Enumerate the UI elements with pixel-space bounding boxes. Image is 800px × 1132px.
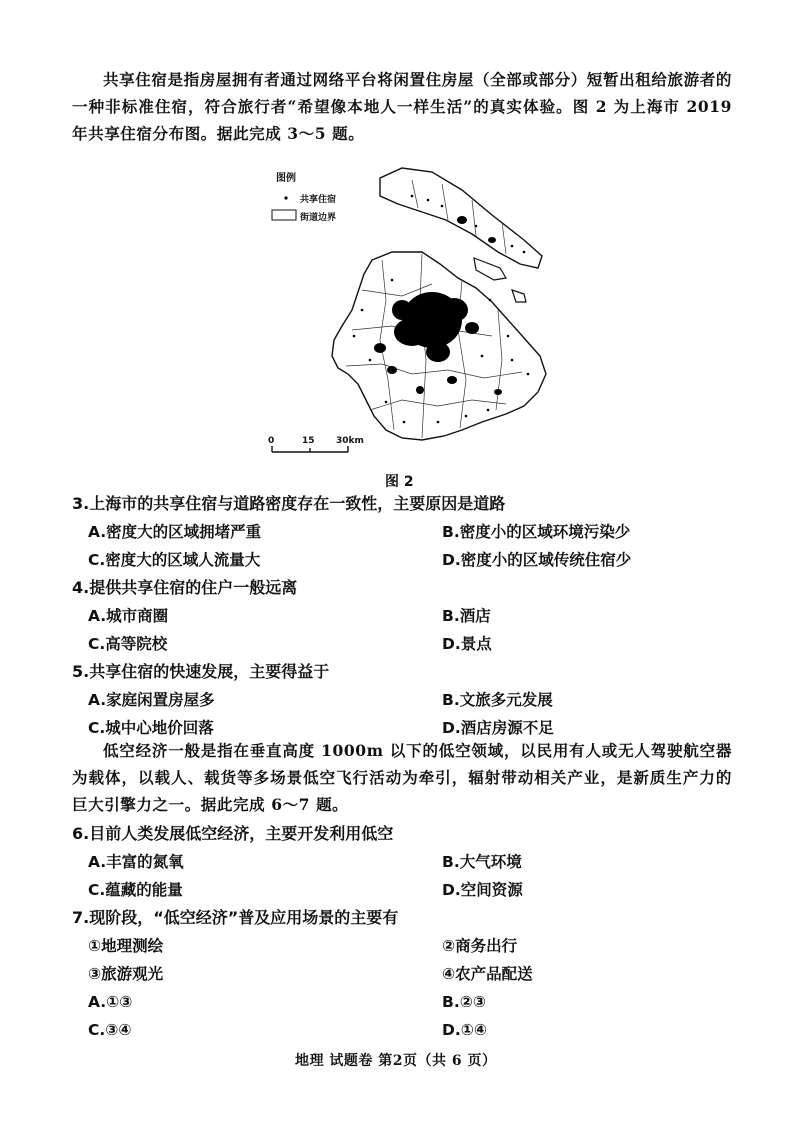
q6-option-c: C.蕴藏的能量 — [88, 881, 183, 899]
q7-option-a: A.①③ — [88, 993, 133, 1011]
small-island-2 — [512, 290, 526, 302]
scale-bar — [272, 446, 348, 452]
q6-option-d: D.空间资源 — [442, 881, 523, 899]
q7-option-c: C.③④ — [88, 1021, 132, 1039]
map-svg — [262, 160, 552, 460]
q3-option-c: C.密度大的区域人流量大 — [88, 551, 261, 569]
legend-title: 图例 — [276, 173, 296, 184]
question-3-stem: 3.上海市的共享住宿与道路密度存在一致性，主要原因是道路 — [72, 494, 506, 513]
q6-option-b: B.大气环境 — [442, 853, 522, 871]
q5-option-c: C.城中心地价回落 — [88, 719, 214, 737]
question-6-stem: 6.目前人类发展低空经济，主要开发利用低空 — [72, 824, 394, 843]
shanghai-shared-lodging-map — [262, 160, 552, 460]
q5-option-a: A.家庭闲置房屋多 — [88, 691, 215, 709]
legend-point-label: 共享住宿 — [300, 195, 337, 205]
q7-item-2: ②商务出行 — [442, 937, 518, 955]
q7-option-b: B.②③ — [442, 993, 486, 1011]
q4-option-b: B.酒店 — [442, 607, 491, 625]
scale-label-0: 0 — [268, 436, 275, 446]
q7-option-d: D.①④ — [442, 1021, 488, 1039]
legend-point-marker — [284, 196, 287, 199]
q3-option-d: D.密度小的区域传统住宿少 — [442, 551, 632, 569]
figure-caption: 图 2 — [385, 474, 414, 490]
q7-item-1: ①地理测绘 — [88, 937, 164, 955]
q4-option-c: C.高等院校 — [88, 635, 168, 653]
q6-option-a: A.丰富的氮氧 — [88, 853, 184, 871]
small-island-1 — [474, 258, 506, 280]
q4-option-d: D.景点 — [442, 635, 492, 653]
question-4-stem: 4.提供共享住宿的住户一般远离 — [72, 578, 298, 597]
page-footer: 地理 试题卷 第2页（共 6 页） — [295, 1053, 497, 1069]
scale-label-15: 15 — [302, 436, 315, 446]
scale-label-30km: 30km — [336, 436, 364, 446]
q5-option-d: D.酒店房源不足 — [442, 719, 554, 737]
q7-item-4: ④农产品配送 — [442, 965, 533, 983]
legend-boundary-label: 街道边界 — [300, 213, 337, 223]
legend-boundary-marker — [272, 210, 296, 220]
q7-item-3: ③旅游观光 — [88, 965, 164, 983]
q4-option-a: A.城市商圈 — [88, 607, 169, 625]
question-5-stem: 5.共享住宿的快速发展，主要得益于 — [72, 662, 330, 681]
q5-option-b: B.文旅多元发展 — [442, 691, 553, 709]
q3-option-a: A.密度大的区域拥堵严重 — [88, 523, 262, 541]
passage-shared-lodging: 共享住宿是指房屋拥有者通过网络平台将闲置住房屋（全部或部分）短暂出租给旅游者的一种非标准住宿，符合旅行者“希望像本地人一样生活”的真实体验。图 2 为上海市 2019 年共享住宿分布图。据此完成 3～5 题。 — [72, 70, 732, 143]
passage-low-altitude-economy: 低空经济一般是指在垂直高度 1000m 以下的低空领域，以民用有人或无人驾驶航空器为载体，以载人、载货等多场景低空飞行活动为牵引，辐射带动相关产业，是新质生产力的巨大引擎力之一。据此完成 6～7 题。 — [72, 741, 732, 814]
question-7-stem: 7.现阶段，“低空经济”普及应用场景的主要有 — [72, 908, 399, 927]
q3-option-b: B.密度小的区域环境污染少 — [442, 523, 631, 541]
